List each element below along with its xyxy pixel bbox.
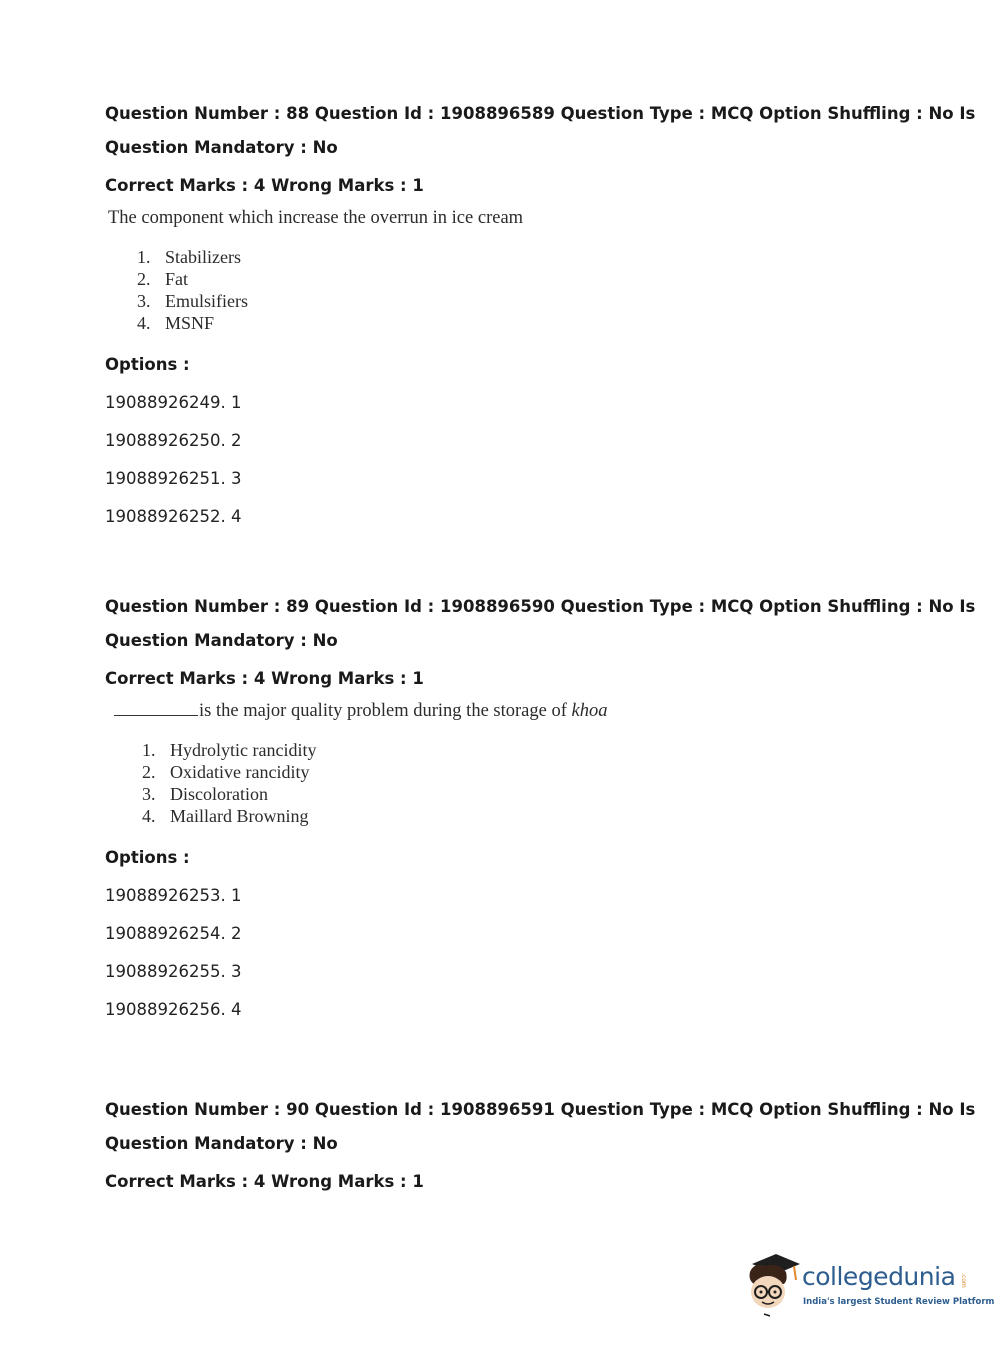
question-mandatory: Question Mandatory : No <box>105 631 338 650</box>
choice-item: 1. Hydrolytic rancidity <box>142 740 317 760</box>
choice-item: 2. Fat <box>137 269 189 289</box>
question-stem: is the major quality problem during the storage of khoa <box>108 701 925 722</box>
option-item: 19088926255. 3 <box>105 962 242 981</box>
choice-item: 3. Discoloration <box>142 784 268 804</box>
mascot-graduation-cap-icon <box>742 1250 802 1320</box>
option-item: 19088926250. 2 <box>105 431 242 450</box>
choice-item: 3. Emulsifiers <box>137 291 248 311</box>
question-marks: Correct Marks : 4 Wrong Marks : 1 <box>105 669 424 688</box>
question-meta: Question Number : 89 Question Id : 1908896590 Question Type : MCQ Option Shuffling : No Is <box>105 597 976 616</box>
choice-list <box>142 739 925 827</box>
logo-domain-suffix: .com <box>960 1273 967 1288</box>
question-mandatory: Question Mandatory : No <box>105 138 338 157</box>
choice-item: 4. Maillard Browning <box>142 806 309 826</box>
question-meta: Question Number : 90 Question Id : 1908896591 Question Type : MCQ Option Shuffling : No Is <box>105 1100 976 1119</box>
options-heading: Options : <box>105 355 190 374</box>
choice-item: 1. Stabilizers <box>137 247 241 267</box>
question-stem: The component which increase the overrun in ice cream <box>108 208 524 228</box>
option-item: 19088926249. 1 <box>105 393 242 412</box>
fill-in-blank <box>114 701 198 716</box>
choice-list <box>137 246 925 334</box>
choice-item: 2. Oxidative rancidity <box>142 762 310 782</box>
logo-tagline: India's largest Student Review Platform <box>803 1297 995 1307</box>
option-item: 19088926251. 3 <box>105 469 242 488</box>
option-item: 19088926254. 2 <box>105 924 242 943</box>
question-mandatory: Question Mandatory : No <box>105 1134 338 1153</box>
choice-item: 4. MSNF <box>137 313 215 333</box>
option-item: 19088926256. 4 <box>105 1000 242 1019</box>
collegedunia-logo[interactable] <box>742 1250 995 1320</box>
question-marks: Correct Marks : 4 Wrong Marks : 1 <box>105 176 424 195</box>
question-89 <box>105 596 976 1021</box>
options-heading: Options : <box>105 848 190 867</box>
question-meta: Question Number : 88 Question Id : 1908896589 Question Type : MCQ Option Shuffling : No Is <box>105 104 976 123</box>
question-88 <box>105 103 976 528</box>
question-90 <box>105 1099 976 1193</box>
option-item: 19088926252. 4 <box>105 507 242 526</box>
option-item: 19088926253. 1 <box>105 886 242 905</box>
question-marks: Correct Marks : 4 Wrong Marks : 1 <box>105 1172 424 1191</box>
logo-wordmark: collegedunia <box>802 1262 956 1291</box>
